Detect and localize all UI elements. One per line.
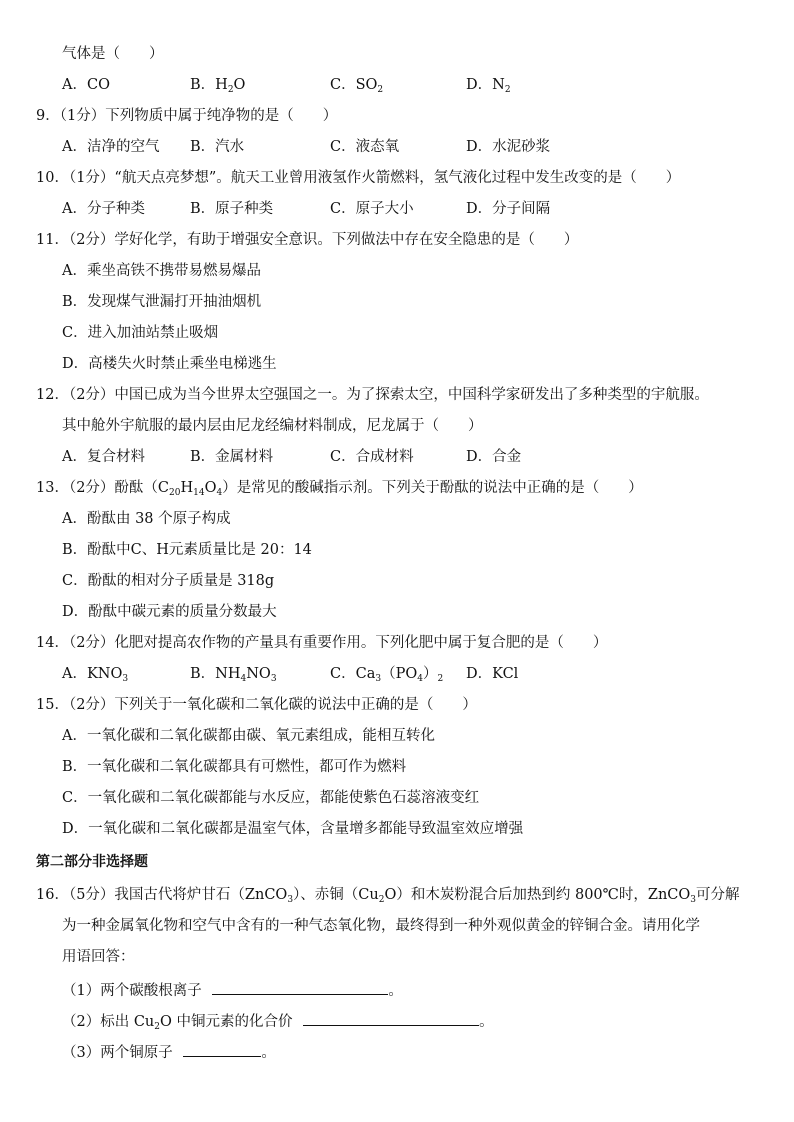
q8-option-a: A．CO: [62, 77, 110, 93]
q11-option-b: B．发现煤气泄漏打开抽油烟机: [62, 294, 262, 310]
q9-option-d: D．水泥砂浆: [466, 139, 551, 155]
q10-option-d: D．分子间隔: [466, 201, 551, 217]
q10-option-a: A．分子种类: [62, 201, 145, 217]
q16-part3-answer-blank[interactable]: [183, 1042, 261, 1057]
q15-option-d: D．一氧化碳和二氧化碳都是温室气体，含量增多都能导致温室效应增强: [62, 821, 524, 837]
q11-stem: 11．（2分）学好化学，有助于增强安全意识。下列做法中存在安全隐患的是（ ）: [36, 232, 579, 248]
q16-part2-answer-blank[interactable]: [303, 1011, 479, 1026]
q14-option-a: A．$KNO_3$: [62, 666, 129, 684]
q9-stem: 9．（1分）下列物质中属于纯净物的是（ ）: [36, 108, 338, 124]
q9-option-b: B．汽水: [190, 139, 245, 155]
q10-option-c: C．原子大小: [330, 201, 414, 217]
q13-option-d: D．酚酞中碳元素的质量分数最大: [62, 604, 277, 620]
q15-option-c: C．一氧化碳和二氧化碳都能与水反应，都能使紫色石蕊溶液变红: [62, 790, 480, 806]
q12-stem: 12．（2分）中国已成为当今世界太空强国之一。为了探索太空，中国科学家研发出了多种类型的宇航服。: [36, 387, 709, 403]
q8-tail: 气体是（ ）: [62, 46, 164, 62]
q14-option-b: B．$NH_4NO_3$: [190, 666, 277, 684]
q16-stem-line3: 用语回答：: [62, 949, 135, 965]
q13-option-b: B．酚酞中C、H元素质量比是 20：14: [62, 542, 312, 558]
q15-stem: 15．（2分）下列关于一氧化碳和二氧化碳的说法中正确的是（ ）: [36, 697, 477, 713]
q15-option-b: B．一氧化碳和二氧化碳都具有可燃性，都可作为燃料: [62, 759, 407, 775]
q14-option-d: D．KCl: [466, 666, 519, 682]
q10-stem: 10．（1分）“航天点亮梦想”。航天工业曾用液氢作火箭燃料，氢气液化过程中发生改变的是（ ）: [36, 170, 681, 186]
q12-option-b: B．金属材料: [190, 449, 274, 465]
q10-option-b: B．原子种类: [190, 201, 274, 217]
q16-part3: （3）两个铜原子 。: [62, 1042, 276, 1063]
q15-option-a: A．一氧化碳和二氧化碳都由碳、氧元素组成，能相互转化: [62, 728, 435, 744]
q13-option-a: A．酚酞由 38 个原子构成: [62, 511, 231, 527]
q11-option-c: C．进入加油站禁止吸烟: [62, 325, 219, 341]
q11-option-d: D．高楼失火时禁止乘坐电梯逃生: [62, 356, 277, 372]
q12-option-a: A．复合材料: [62, 449, 145, 465]
q8-option-b: B．$H_2O$: [190, 77, 246, 95]
q9-option-c: C．液态氧: [330, 139, 400, 155]
q8-option-d: D．$N_2$: [466, 77, 511, 95]
q16-part1-answer-blank[interactable]: [212, 980, 388, 995]
q16-part2: （2）标出 $Cu_2O$ 中铜元素的化合价 。: [62, 1011, 494, 1032]
q8-option-c: C．$SO_2$: [330, 77, 384, 95]
q12-stem-cont: 其中舱外宇航服的最内层由尼龙经编材料制成，尼龙属于（ ）: [62, 418, 483, 434]
q16-stem-line1: 16．（5分）我国古代将炉甘石（ZnCO$_3$）、赤铜$(Cu_2O)$和木炭粉混合后加热到约 800℃时，ZnCO$_3$可分解: [36, 887, 740, 905]
q9-option-a: A．洁净的空气: [62, 139, 160, 155]
q14-stem: 14．（2分）化肥对提高农作物的产量具有重要作用。下列化肥中属于复合肥的是（ ）: [36, 635, 608, 651]
q16-part1: （1）两个碳酸根离子 。: [62, 980, 403, 1001]
q12-option-c: C．合成材料: [330, 449, 414, 465]
q14-option-c: C．$Ca_3(PO_4)_2$: [330, 666, 444, 684]
q13-option-c: C．酚酞的相对分子质量是 318g: [62, 573, 275, 589]
q12-option-d: D．合金: [466, 449, 522, 465]
section-heading: 第二部分非选择题: [36, 854, 148, 870]
q13-stem: 13．（2分）酚酞$(C_{20}H_{14}O_4)$是常见的酸碱指示剂。下列关于酚酞的说法中正确的是（ ）: [36, 480, 643, 498]
q11-option-a: A．乘坐高铁不携带易燃易爆品: [62, 263, 261, 279]
q16-stem-line2: 为一种金属氧化物和空气中含有的一种气态氧化物，最终得到一种外观似黄金的锌铜合金。请用化学: [62, 918, 700, 934]
